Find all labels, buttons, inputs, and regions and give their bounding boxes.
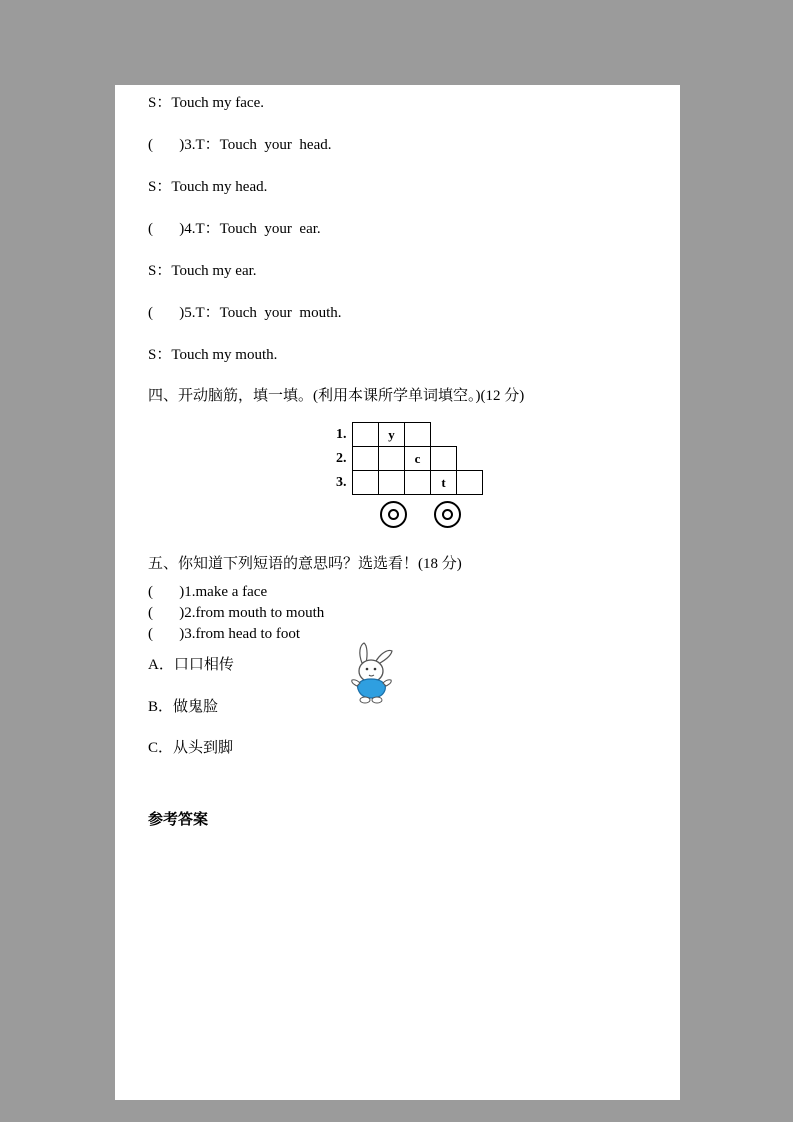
puzzle-cell: [456, 470, 483, 495]
dialogue-line: ( )4.T：Touch your ear.: [148, 221, 321, 237]
phrase-item: ( )2.from mouth to mouth: [148, 605, 325, 621]
document-page: [115, 85, 680, 1100]
rabbit-cartoon-icon: [348, 641, 396, 705]
puzzle-row-1: [336, 422, 506, 447]
puzzle-cell: [352, 446, 379, 471]
option-b: B．做鬼脸: [148, 699, 219, 715]
wheel-hub-icon: [442, 509, 453, 520]
dialogue-line: S：Touch my mouth.: [148, 347, 278, 363]
dialogue-line: S：Touch my face.: [148, 95, 265, 111]
section5-heading: 五、你知道下列短语的意思吗？选选看！(18 分): [148, 556, 462, 572]
puzzle-cell: y: [378, 422, 405, 447]
puzzle-row-label: 3.: [336, 475, 347, 490]
puzzle-row-label: 2.: [336, 451, 347, 466]
truck-wheel-icon: [380, 501, 407, 528]
answers-heading: 参考答案: [148, 812, 209, 828]
section4-heading: 四、开动脑筋，填一填。(利用本课所学单词填空。)(12 分): [148, 388, 525, 404]
word-puzzle: [336, 422, 506, 534]
option-a: A．口口相传: [148, 657, 234, 673]
puzzle-cell: [404, 470, 431, 495]
puzzle-cell: c: [404, 446, 431, 471]
puzzle-cell: [352, 470, 379, 495]
puzzle-row-3: [336, 470, 506, 495]
puzzle-cell: t: [430, 470, 457, 495]
phrase-item: ( )1.make a face: [148, 584, 268, 600]
puzzle-cell: [352, 422, 379, 447]
phrase-item: ( )3.from head to foot: [148, 626, 301, 642]
dialogue-line: S：Touch my head.: [148, 179, 268, 195]
dialogue-line: ( )5.T：Touch your mouth.: [148, 305, 342, 321]
puzzle-row-2: [336, 446, 506, 471]
puzzle-row-label: 1.: [336, 427, 347, 442]
puzzle-cell: [430, 446, 457, 471]
dialogue-line: ( )3.T：Touch your head.: [148, 137, 332, 153]
option-c: C．从头到脚: [148, 740, 234, 756]
puzzle-cell: [378, 470, 405, 495]
puzzle-cell: [378, 446, 405, 471]
puzzle-cell: [404, 422, 431, 447]
wheel-hub-icon: [388, 509, 399, 520]
dialogue-line: S：Touch my ear.: [148, 263, 257, 279]
truck-wheel-icon: [434, 501, 461, 528]
